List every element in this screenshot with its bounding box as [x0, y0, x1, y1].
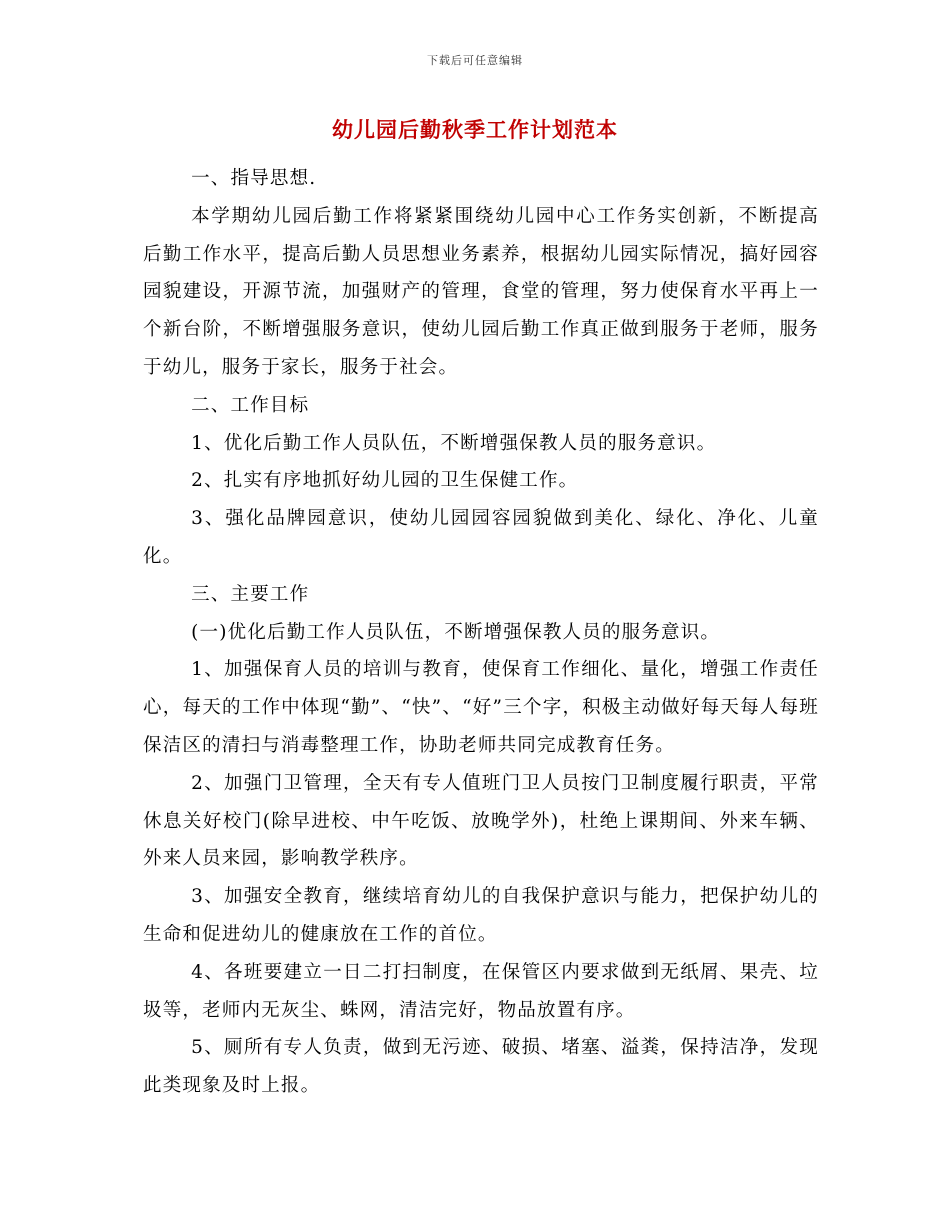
work-item-5: 5、厕所有专人负责，做到无污迹、破损、堵塞、溢粪，保持洁净，发现此类现象及时上报。: [143, 1037, 819, 1097]
document-body: [143, 160, 819, 1105]
section-heading-work-goals: 二、工作目标: [191, 394, 310, 416]
work-item-2: 2、加强门卫管理，全天有专人值班门卫人员按门卫制度履行职责，平常休息关好校门(除早进校、中午吃饭、放晚学外)，杜绝上课期间、外来车辆、外来人员来园，影响教学秩序。: [143, 772, 819, 870]
goal-item-1: 1、优化后勤工作人员队伍，不断增强保教人员的服务意识。: [191, 432, 717, 454]
work-item-4: 4、各班要建立一日二打扫制度，在保管区内要求做到无纸屑、果壳、垃圾等，老师内无灰尘、蛛网，清洁完好，物品放置有序。: [143, 961, 819, 1021]
subsection-heading-staff: (一)优化后勤工作人员队伍，不断增强保教人员的服务意识。: [191, 621, 721, 643]
section-heading-main-work: 三、主要工作: [191, 583, 310, 605]
page-header-note: 下载后可任意编辑: [427, 54, 523, 67]
paragraph-guiding-ideology: 本学期幼儿园后勤工作将紧紧围绕幼儿园中心工作务实创新，不断提高后勤工作水平，提高后勤人员思想业务素养，根据幼儿园实际情况，搞好园容园貌建设，开源节流，加强财产的管理，食堂的管理，努力使保育水平再上一个新台阶，不断增强服务意识，使幼儿园后勤工作真正做到服务于老师，服务于幼儿，服务于家长，服务于社会。: [143, 205, 819, 378]
goal-item-2: 2、扎实有序地抓好幼儿园的卫生保健工作。: [191, 470, 579, 492]
work-item-3: 3、加强安全教育，继续培育幼儿的自我保护意识与能力，把保护幼儿的生命和促进幼儿的健康放在工作的首位。: [143, 886, 819, 945]
document-title: 幼儿园后勤秋季工作计划范本: [332, 117, 618, 142]
work-item-1: 1、加强保育人员的培训与教育，使保育工作细化、量化，增强工作责任心，每天的工作中体现“勤”、“快”、“好”三个字，积极主动做好每天每人每班保洁区的清扫与消毒整理工作，协助老师共同完成教育任务。: [143, 659, 819, 756]
goal-item-3: 3、强化品牌园意识，使幼儿园园容园貌做到美化、绿化、净化、儿童化。: [143, 508, 819, 567]
section-heading-guiding-ideology: 一、指导思想.: [191, 168, 317, 189]
